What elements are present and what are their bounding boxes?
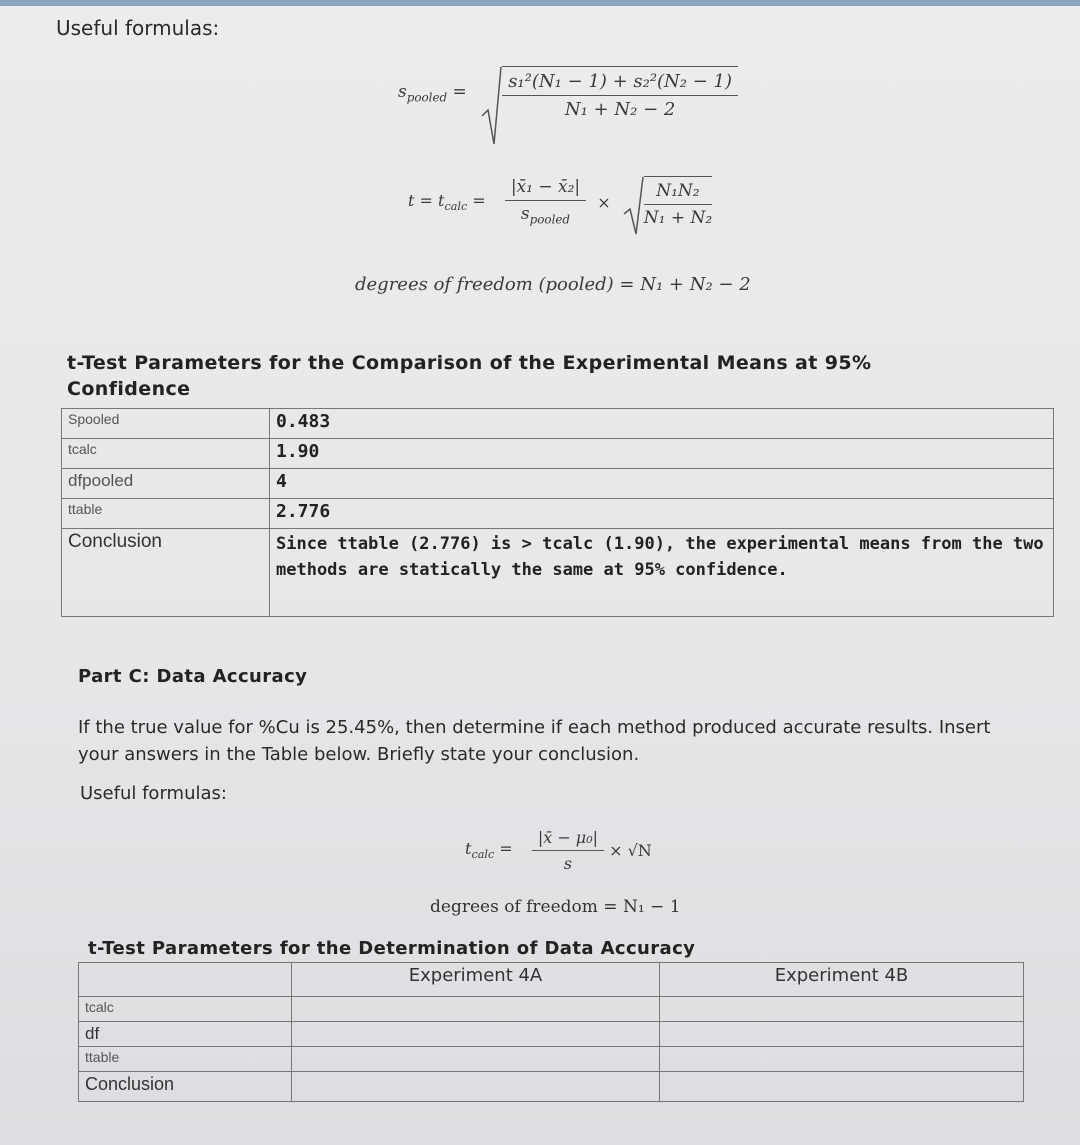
cell-4a-tcalc[interactable] bbox=[292, 997, 660, 1022]
row-label: df bbox=[79, 1022, 292, 1047]
tcalc-formula: $t = t_{calc}$ = $\frac{\text{|x̄₁ − x̄₂|}}{s_{pooled}}$ × $\frac{\text{N₁N₂}}{\text{N₁ + N₂}}$ bbox=[408, 176, 712, 228]
dof-pooled-formula: degrees of freedom (pooled) = N₁ + N₂ − 2 bbox=[355, 274, 751, 295]
row-value[interactable]: 4 bbox=[270, 469, 1054, 499]
spooled-lhs-sub: pooled bbox=[406, 90, 448, 105]
row-value[interactable]: 2.776 bbox=[270, 499, 1054, 529]
table-row bbox=[62, 529, 1054, 617]
tcalc-numerator: |x̄₁ − x̄₂| bbox=[505, 177, 586, 201]
spooled-lhs: s bbox=[398, 81, 407, 102]
row-value[interactable]: 1.90 bbox=[270, 439, 1054, 469]
table2-title: t-Test Parameters for the Determination of Data Accuracy bbox=[88, 938, 696, 959]
conclusion-value[interactable]: Since ttable (2.776) is > tcalc (1.90), the experimental means from the two methods are statically the same at 95% confidence. bbox=[270, 529, 1054, 617]
table-row bbox=[79, 1047, 1024, 1072]
comparison-table bbox=[61, 408, 1054, 617]
col-header-4a: Experiment 4A bbox=[292, 963, 660, 997]
accuracy-tcalc-lhs: t bbox=[465, 839, 472, 859]
tcalc-accuracy-formula: $t_{calc}$ = $\frac{\text{|x̄ − μ₀|}}{s}$ × √N bbox=[465, 828, 652, 873]
table-row bbox=[62, 469, 1054, 499]
table1-title: t-Test Parameters for the Comparison of the Experimental Means at 95% Confidence bbox=[67, 352, 872, 400]
accuracy-tcalc-lhs-sub: calc bbox=[471, 848, 495, 862]
table-row bbox=[79, 997, 1024, 1022]
table-row bbox=[62, 409, 1054, 439]
accuracy-denominator: s bbox=[563, 854, 573, 873]
tcalc-sqrt-denominator: N₁ + N₂ bbox=[643, 208, 713, 228]
table-row bbox=[62, 499, 1054, 529]
useful-formulas-subheading: Useful formulas: bbox=[80, 783, 227, 804]
row-label: ttable bbox=[62, 499, 270, 529]
table-row bbox=[62, 439, 1054, 469]
row-value[interactable]: 0.483 bbox=[270, 409, 1054, 439]
cell-4a-conclusion[interactable] bbox=[292, 1072, 660, 1102]
row-label: tcalc bbox=[79, 997, 292, 1022]
dof-formula: degrees of freedom = N₁ − 1 bbox=[430, 897, 681, 917]
part-c-paragraph: If the true value for %Cu is 25.45%, then determine if each method produced accurate results. Insert your answers in the Table below. Briefly state your conclusion. bbox=[78, 717, 991, 765]
cell-4a-ttable[interactable] bbox=[292, 1047, 660, 1072]
cell-4b-df[interactable] bbox=[660, 1022, 1024, 1047]
row-label: Conclusion bbox=[62, 529, 270, 617]
tcalc-denominator: s bbox=[520, 204, 530, 225]
cell-4b-conclusion[interactable] bbox=[660, 1072, 1024, 1102]
spooled-formula: $s_{pooled}$ = $\frac{\text{s₁²(N₁ − 1) + s₂²(N₂ − 1)}}{\text{N₁ + N₂ − 2}}$ bbox=[398, 66, 738, 120]
accuracy-sqrt-n: × √N bbox=[609, 841, 652, 860]
table-header-row bbox=[79, 963, 1024, 997]
col-header-4b: Experiment 4B bbox=[660, 963, 1024, 997]
row-label: tcalc bbox=[62, 439, 270, 469]
spooled-numerator: s₁²(N₁ − 1) + s₂²(N₂ − 1) bbox=[502, 71, 738, 96]
row-label: Spooled bbox=[62, 409, 270, 439]
accuracy-numerator: |x̄ − μ₀| bbox=[532, 828, 604, 851]
tcalc-lhs: t = t bbox=[408, 190, 445, 210]
tcalc-sqrt-numerator: N₁N₂ bbox=[644, 181, 712, 205]
accuracy-table bbox=[78, 962, 1024, 1102]
part-c-title: Part C: Data Accuracy bbox=[78, 666, 308, 687]
useful-formulas-heading: Useful formulas: bbox=[56, 16, 220, 40]
table-row bbox=[79, 1022, 1024, 1047]
cell-4b-tcalc[interactable] bbox=[660, 997, 1024, 1022]
row-label: dfpooled bbox=[62, 469, 270, 499]
tcalc-denominator-sub: pooled bbox=[529, 212, 571, 227]
header-empty-cell bbox=[79, 963, 292, 997]
row-label: ttable bbox=[79, 1047, 292, 1072]
cell-4a-df[interactable] bbox=[292, 1022, 660, 1047]
row-label: Conclusion bbox=[79, 1072, 292, 1102]
cell-4b-ttable[interactable] bbox=[660, 1047, 1024, 1072]
tcalc-lhs-sub: calc bbox=[444, 200, 468, 214]
top-border bbox=[0, 0, 1080, 6]
table-row bbox=[79, 1072, 1024, 1102]
spooled-denominator: N₁ + N₂ − 2 bbox=[564, 99, 676, 120]
